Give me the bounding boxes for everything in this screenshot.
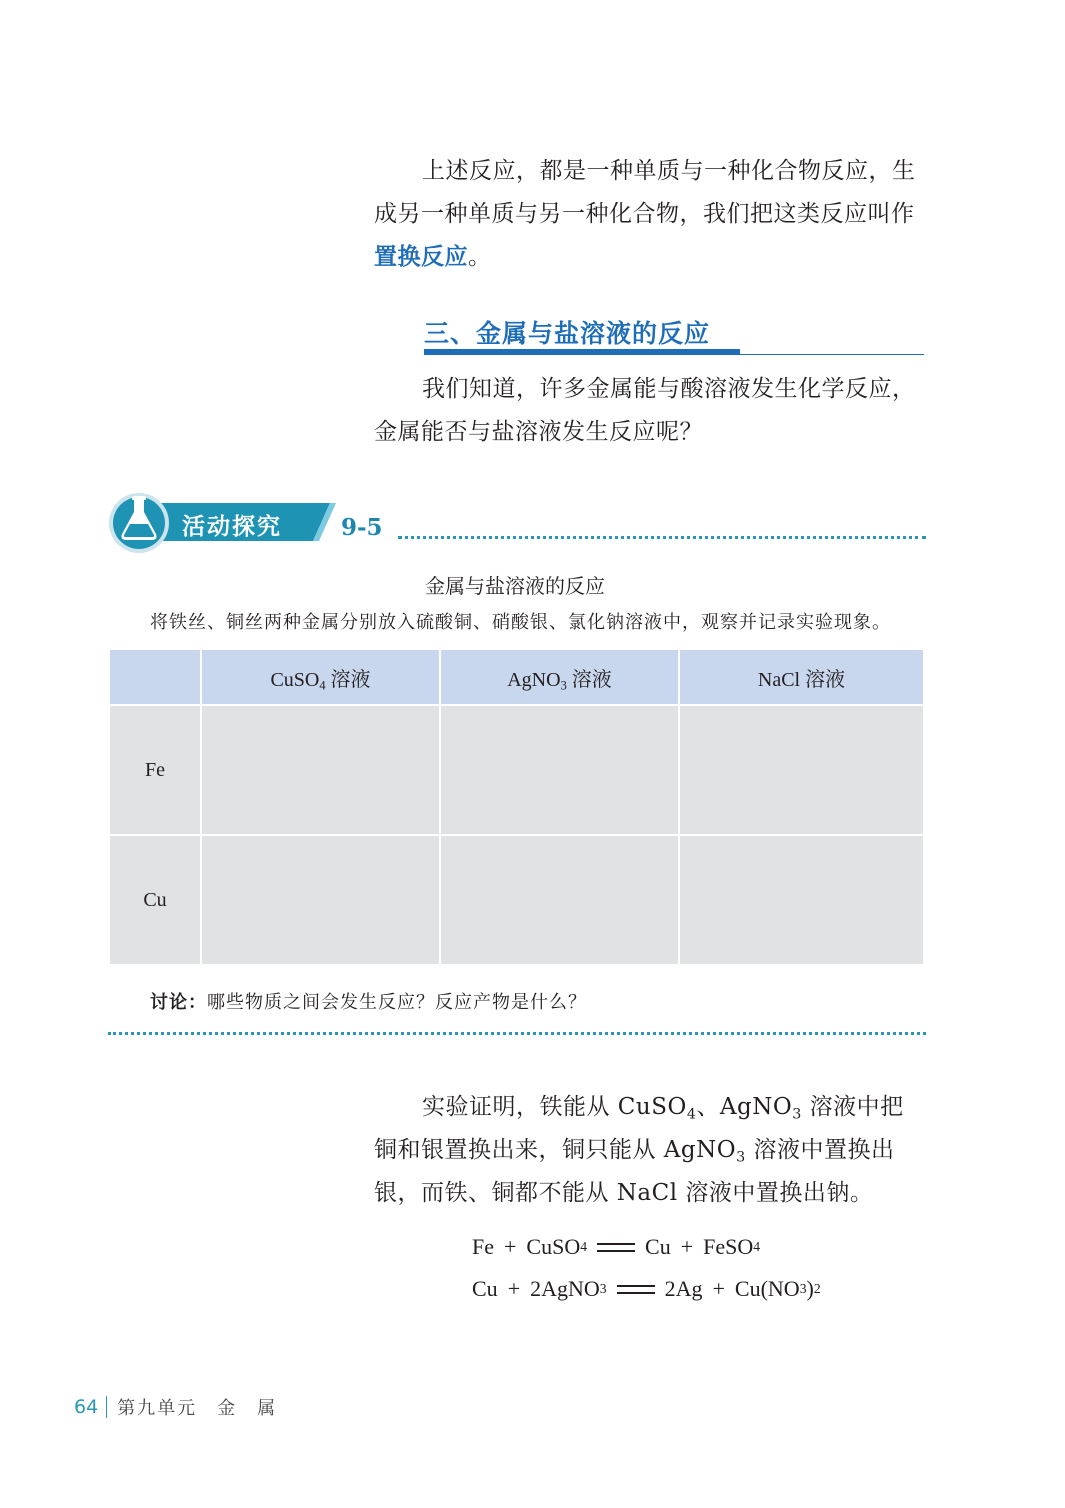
intro-paragraph: 上述反应，都是一种单质与一种化合物反应，生成另一种单质与另一种化合物，我们把这类反应叫作置换反应。 bbox=[374, 158, 916, 270]
table-cell bbox=[201, 835, 440, 965]
table-row bbox=[109, 835, 924, 965]
table-cell bbox=[201, 705, 440, 835]
page-number: 64 bbox=[74, 1396, 99, 1418]
heading-underline-bar bbox=[424, 349, 740, 355]
equation-cu-agno3: Cu + 2AgNO 3 2Ag + Cu(NO 3 ) 2 bbox=[472, 1276, 821, 1301]
dotted-divider-bottom bbox=[108, 1032, 926, 1035]
column-header-agno3: AgNO$_3$ 溶液 bbox=[440, 649, 679, 705]
equals-sign bbox=[597, 1243, 635, 1252]
dotted-divider-top bbox=[398, 536, 926, 539]
column-header-nacl: NaCl 溶液 bbox=[679, 649, 924, 705]
page-footer bbox=[74, 1394, 277, 1420]
section-heading bbox=[424, 306, 924, 358]
key-term: 置换反应 bbox=[374, 244, 468, 270]
unit-title: 第九单元 金 属 bbox=[117, 1398, 278, 1419]
heading-underline-line bbox=[740, 354, 924, 355]
row-header-fe: Fe bbox=[109, 705, 201, 835]
equals-sign bbox=[617, 1285, 655, 1294]
equation-fe-cuso4: Fe + CuSO 4 Cu + FeSO 4 bbox=[472, 1234, 761, 1259]
section-heading-text: 三、金属与盐溶液的反应 bbox=[424, 319, 711, 348]
section-paragraph: 我们知道，许多金属能与酸溶液发生化学反应，金属能否与盐溶液发生反应呢？ bbox=[374, 376, 916, 445]
conclusion-paragraph: 实验证明，铁能从 CuSO$_4$、AgNO$_3$ 溶液中把铜和银置换出来，铜只能从 AgNO$_3$ 溶液中置换出银，而铁、铜都不能从 NaCl 溶液中置换出钠。 bbox=[374, 1094, 904, 1206]
table-cell bbox=[679, 835, 924, 965]
experiment-title: 金属与盐溶液的反应 bbox=[425, 574, 605, 598]
observation-table bbox=[108, 648, 925, 966]
column-header-cuso4: CuSO$_4$ 溶液 bbox=[201, 649, 440, 705]
row-header-cu: Cu bbox=[109, 835, 201, 965]
discussion bbox=[150, 988, 587, 1014]
activity-banner bbox=[108, 490, 928, 556]
footer-separator bbox=[106, 1396, 107, 1418]
table-row bbox=[109, 705, 924, 835]
table-cell bbox=[440, 835, 679, 965]
table-cell bbox=[679, 705, 924, 835]
activity-label: 活动探究 bbox=[182, 514, 282, 540]
experiment-instruction: 将铁丝、铜丝两种金属分别放入硫酸铜、硝酸银、氯化钠溶液中，观察并记录实验现象。 bbox=[150, 612, 891, 633]
table-cell bbox=[440, 705, 679, 835]
activity-number: 9-5 bbox=[341, 514, 383, 541]
discussion-text: 哪些物质之间会发生反应？反应产物是什么？ bbox=[207, 992, 587, 1013]
table-corner bbox=[109, 649, 201, 705]
discussion-label: 讨论： bbox=[150, 992, 207, 1013]
